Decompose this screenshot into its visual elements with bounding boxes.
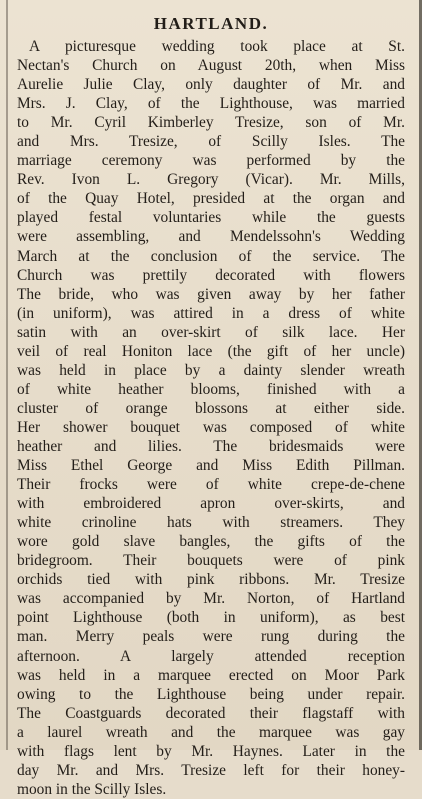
article-line: Mrs. J. Clay, of the Lighthouse, was married: [17, 95, 405, 113]
article: [17, 14, 405, 799]
article-line: with embroidered apron over-skirts, and: [17, 495, 405, 513]
article-line: (in uniform), was attired in a dress of white: [17, 304, 405, 322]
article-line: Their frocks were of white crepe-de-chene: [17, 476, 405, 494]
article-line: point Lighthouse (both in uniform), as best: [17, 609, 405, 627]
article-line: Aurelie Julie Clay, only daughter of Mr. and: [17, 76, 405, 94]
article-line: were assembling, and Mendelssohn's Wedding: [17, 228, 405, 246]
article-line: Miss Ethel George and Miss Edith Pillman.: [17, 457, 405, 475]
article-body: [17, 37, 405, 799]
article-line: marriage ceremony was performed by the: [17, 152, 405, 170]
article-line: Her shower bouquet was composed of white: [17, 418, 405, 436]
article-line: owing to the Lighthouse being under repair.: [17, 685, 405, 703]
article-line: A picturesque wedding took place at St.: [29, 38, 405, 55]
article-line: was held in place by a dainty slender wreath: [17, 361, 405, 379]
column-rule-left: [6, 0, 8, 750]
article-line: orchids tied with pink ribbons. Mr. Tresize: [17, 571, 405, 589]
article-line: The Coastguards decorated their flagstaff with: [17, 704, 405, 722]
article-line: and Mrs. Tresize, of Scilly Isles. The: [17, 133, 405, 151]
article-line: man. Merry peals were rung during the: [17, 628, 405, 646]
article-line: day Mr. and Mrs. Tresize left for their honey-: [17, 761, 405, 779]
article-line: was accompanied by Mr. Norton, of Hartland: [17, 590, 405, 608]
article-line: of the Quay Hotel, presided at the organ and: [17, 190, 405, 208]
article-line: bridegroom. Their bouquets were of pink: [17, 552, 405, 570]
article-line: Rev. Ivon L. Gregory (Vicar). Mr. Mills,: [17, 171, 405, 189]
article-line: moon in the Scilly Isles.: [17, 780, 167, 798]
article-headline: HARTLAND.: [153, 14, 269, 33]
article-line: Church was prettily decorated with flowers: [17, 266, 405, 284]
article-line: heather and lilies. The bridesmaids were: [17, 437, 405, 455]
article-line: afternoon. A largely attended reception: [17, 647, 405, 665]
article-line: to Mr. Cyril Kimberley Tresize, son of Mr.: [17, 114, 405, 132]
article-line: with flags lent by Mr. Haynes. Later in the: [17, 742, 405, 760]
article-line: a laurel wreath and the marquee was gay: [17, 723, 405, 741]
article-line: March at the conclusion of the service. The: [17, 247, 405, 265]
article-line: cluster of orange blossons at either side.: [17, 399, 405, 417]
article-line: of white heather blooms, finished with a: [17, 380, 405, 398]
article-line: veil of real Honiton lace (the gift of her uncle): [17, 342, 405, 360]
article-line: wore gold slave bangles, the gifts of the: [17, 533, 405, 551]
article-line: satin with an over-skirt of silk lace. Her: [17, 323, 405, 341]
article-line: played festal voluntaries while the guests: [17, 209, 405, 227]
article-line: white crinoline hats with streamers. They: [17, 514, 405, 532]
article-line: was held in a marquee erected on Moor Park: [17, 666, 405, 684]
article-line: The bride, who was given away by her father: [17, 285, 405, 303]
article-line: Nectan's Church on August 20th, when Miss: [17, 57, 405, 75]
